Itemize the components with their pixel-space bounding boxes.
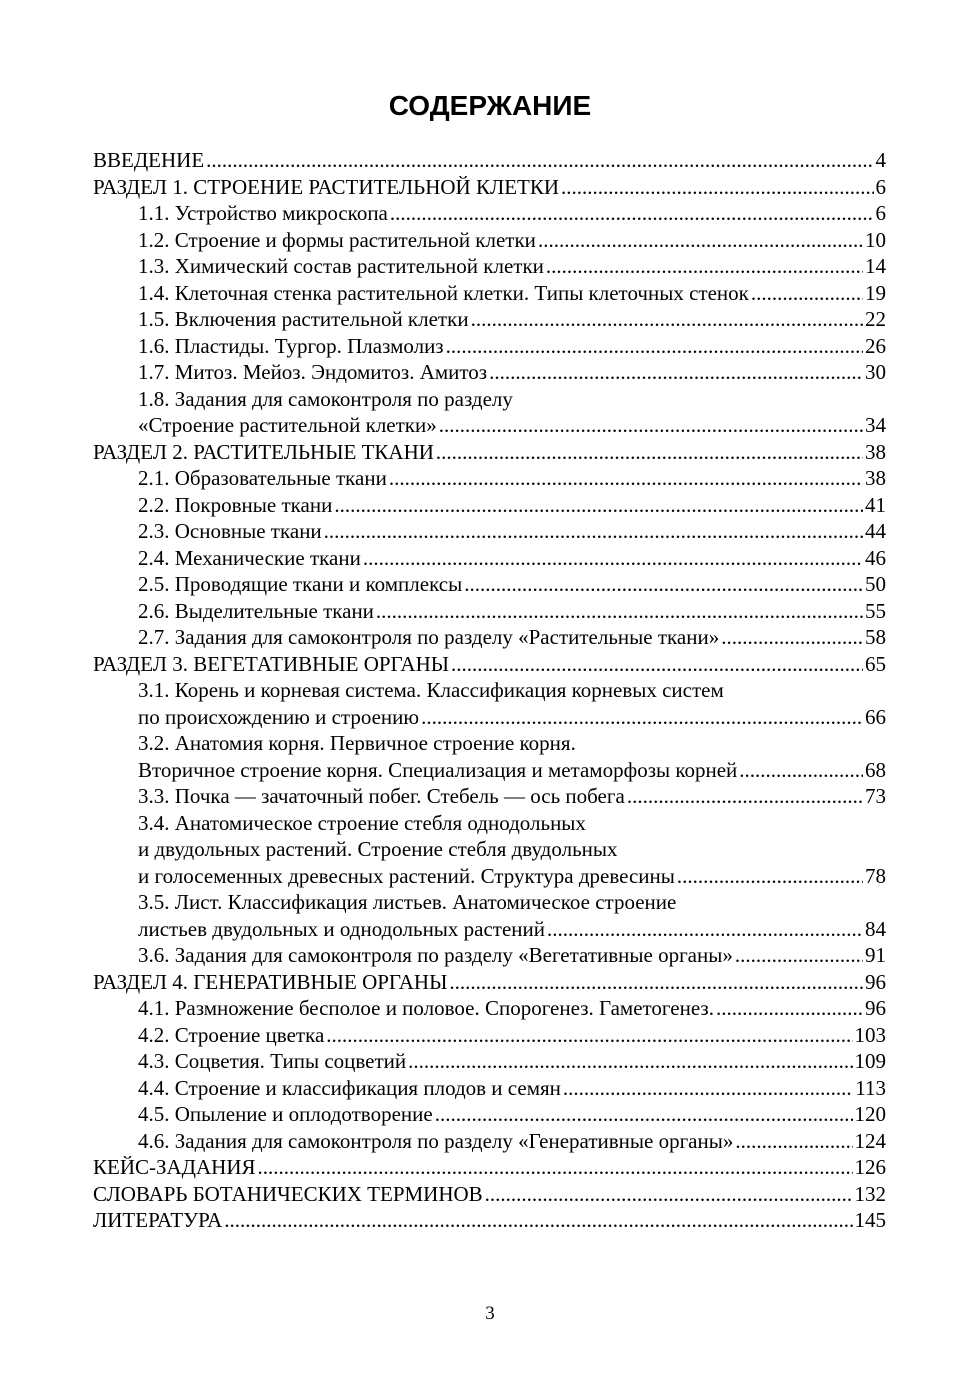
toc-line (138, 227, 886, 254)
toc-page-number: 120 (854, 1102, 886, 1126)
toc-subsection-entry[interactable] (93, 306, 886, 333)
dot-leader (721, 624, 863, 651)
toc-subsection-entry[interactable] (93, 677, 886, 730)
toc-page-number: 38 (865, 466, 886, 490)
dot-leader (224, 1207, 852, 1234)
toc-page-number: 6 (875, 201, 886, 225)
toc-line (138, 995, 886, 1022)
toc-page-number: 103 (854, 1022, 886, 1047)
dot-leader (546, 253, 863, 280)
toc-line (138, 280, 886, 307)
dot-leader (363, 545, 863, 572)
toc-subsection-entry[interactable] (93, 598, 886, 625)
toc-line (93, 651, 886, 678)
toc-entry-title: РАЗДЕЛ 3. ВЕГЕТАТИВНЫЕ ОРГАНЫ (93, 651, 450, 676)
toc-subsection-entry[interactable] (93, 227, 886, 254)
dot-leader (716, 995, 863, 1022)
toc-line (138, 598, 886, 625)
toc-page-number: 78 (865, 863, 886, 888)
toc-page-number: 126 (854, 1155, 886, 1179)
toc-line (138, 1101, 886, 1128)
toc-page-number: 10 (865, 227, 886, 252)
toc-section-entry[interactable] (93, 147, 886, 174)
toc-entry-title: 2.5. Проводящие ткани и комплексы (138, 572, 463, 596)
toc-entry-title: 3.1. Корень и корневая система. Классификация корневых систем (138, 678, 724, 702)
toc-line (93, 147, 886, 174)
toc-entry-title: «Строение растительной клетки» (138, 413, 437, 437)
toc-line (138, 836, 886, 863)
dot-leader (489, 359, 863, 386)
toc-subsection-entry[interactable] (93, 200, 886, 227)
dot-leader (436, 439, 863, 466)
toc-line (138, 412, 886, 439)
toc-page-number: 4 (875, 148, 886, 172)
toc-page-number: 14 (865, 254, 886, 278)
toc-subsection-entry[interactable] (93, 730, 886, 783)
toc-subsection-entry[interactable] (93, 492, 886, 519)
toc-subsection-entry[interactable] (93, 359, 886, 386)
toc-page-number: 38 (865, 439, 886, 464)
dot-leader (561, 174, 873, 201)
toc-entry-title: 2.2. Покровные ткани (138, 492, 333, 517)
toc-subsection-entry[interactable] (93, 1048, 886, 1075)
toc-line (138, 1128, 886, 1155)
toc-entry-title: 4.4. Строение и классификация плодов и семян (138, 1075, 561, 1100)
toc-page-number: 91 (865, 943, 886, 967)
page-title: СОДЕРЖАНИЕ (388, 90, 592, 121)
toc-line (138, 306, 886, 333)
toc-line (138, 916, 886, 943)
toc-entry-title: РАЗДЕЛ 1. СТРОЕНИЕ РАСТИТЕЛЬНОЙ КЛЕТКИ (93, 174, 560, 199)
toc-line (138, 863, 886, 890)
toc-page-number: 50 (865, 572, 886, 596)
toc-entry-title: 2.7. Задания для самоконтроля по разделу «Растительные ткани» (138, 625, 720, 649)
toc-subsection-entry[interactable] (93, 253, 886, 280)
toc-page-number: 84 (865, 916, 886, 941)
toc-page-number: 73 (865, 784, 886, 808)
dot-leader (435, 1101, 853, 1128)
toc-page-number: 132 (854, 1181, 886, 1206)
dot-leader (389, 465, 863, 492)
table-of-contents (93, 147, 886, 1234)
toc-line (138, 1022, 886, 1049)
dot-leader (735, 1128, 852, 1155)
toc-entry-title: 1.6. Пластиды. Тургор. Плазмолиз (138, 333, 444, 358)
toc-line (138, 704, 886, 731)
toc-entry-title: 2.1. Образовательные ткани (138, 466, 387, 490)
dot-leader (485, 1181, 853, 1208)
toc-section-entry[interactable] (93, 174, 886, 201)
toc-subsection-entry[interactable] (93, 465, 886, 492)
toc-line (138, 889, 886, 916)
toc-subsection-entry[interactable] (93, 571, 886, 598)
toc-page-number: 46 (865, 545, 886, 570)
toc-subsection-entry[interactable] (93, 518, 886, 545)
toc-entry-title: Вторичное строение корня. Специализация и метаморфозы корней (138, 757, 738, 782)
toc-line (93, 1154, 886, 1181)
dot-leader (547, 916, 863, 943)
toc-entry-title: 2.6. Выделительные ткани (138, 598, 374, 623)
dot-leader (739, 757, 863, 784)
toc-subsection-entry[interactable] (93, 333, 886, 360)
toc-subsection-entry[interactable] (93, 942, 886, 969)
toc-line (138, 1048, 886, 1075)
dot-leader (324, 518, 863, 545)
toc-section-entry[interactable] (93, 969, 886, 996)
toc-page-number: 55 (865, 598, 886, 623)
toc-page-number: 58 (865, 625, 886, 649)
toc-line (138, 1075, 886, 1102)
toc-subsection-entry[interactable] (93, 624, 886, 651)
toc-entry-title: 1.8. Задания для самоконтроля по разделу (138, 386, 513, 411)
toc-entry-title: РАЗДЕЛ 4. ГЕНЕРАТИВНЫЕ ОРГАНЫ (93, 969, 448, 994)
toc-page-number: 145 (854, 1208, 886, 1232)
toc-page-number: 26 (865, 333, 886, 358)
toc-entry-title: 4.6. Задания для самоконтроля по разделу «Генеративные органы» (138, 1128, 734, 1153)
toc-line (138, 253, 886, 280)
dot-leader (421, 704, 863, 731)
toc-page-number: 44 (865, 519, 886, 543)
toc-subsection-entry[interactable] (93, 995, 886, 1022)
dot-leader (563, 1075, 853, 1102)
dot-leader (258, 1154, 853, 1181)
toc-page-number: 113 (855, 1075, 886, 1100)
toc-line (138, 518, 886, 545)
toc-entry-title: 1.5. Включения растительной клетки (138, 307, 469, 331)
toc-page-number: 96 (865, 996, 886, 1020)
toc-entry-title: 4.3. Соцветия. Типы соцветий (138, 1049, 407, 1073)
toc-entry-title: 4.5. Опыление и оплодотворение (138, 1102, 433, 1126)
toc-page-number: 6 (875, 174, 886, 199)
dot-leader (390, 200, 874, 227)
toc-subsection-entry[interactable] (93, 810, 886, 890)
toc-entry-title: 1.4. Клеточная стенка растительной клетки. Типы клеточных стенок (138, 280, 749, 305)
dot-leader (627, 783, 863, 810)
toc-entry-title: РАЗДЕЛ 2. РАСТИТЕЛЬНЫЕ ТКАНИ (93, 439, 434, 464)
toc-entry-title: 4.2. Строение цветка (138, 1022, 325, 1047)
dot-leader (334, 492, 863, 519)
toc-line (138, 810, 886, 837)
toc-subsection-entry[interactable] (93, 889, 886, 942)
toc-page-number: 19 (865, 280, 886, 305)
toc-page-number: 22 (865, 307, 886, 331)
toc-line (138, 386, 886, 413)
toc-entry-title: СЛОВАРЬ БОТАНИЧЕСКИХ ТЕРМИНОВ (93, 1181, 483, 1206)
toc-line (93, 1181, 886, 1208)
toc-entry-title: 4.1. Размножение бесполое и половое. Спорогенез. Гаметогенез. (138, 996, 714, 1020)
dot-leader (439, 412, 863, 439)
dot-leader (471, 306, 863, 333)
toc-line (138, 545, 886, 572)
dot-leader (449, 969, 863, 996)
toc-subsection-entry[interactable] (93, 1101, 886, 1128)
toc-line (138, 677, 886, 704)
toc-line (138, 492, 886, 519)
toc-line (138, 624, 886, 651)
toc-page-number: 109 (854, 1049, 886, 1073)
dot-leader (376, 598, 863, 625)
toc-entry-title: 3.3. Почка — зачаточный побег. Стебель — ось побега (138, 784, 625, 808)
toc-line (93, 969, 886, 996)
toc-entry-title: 3.5. Лист. Классификация листьев. Анатомическое строение (138, 890, 677, 914)
toc-subsection-entry[interactable] (93, 386, 886, 439)
toc-entry-title: по происхождению и строению (138, 704, 420, 729)
toc-entry-title: и двудольных растений. Строение стебля двудольных (138, 837, 618, 861)
dot-leader (446, 333, 863, 360)
toc-section-entry[interactable] (93, 439, 886, 466)
toc-entry-title: КЕЙС-ЗАДАНИЯ (93, 1155, 256, 1179)
toc-entry-title: 1.1. Устройство микроскопа (138, 201, 388, 225)
toc-section-entry[interactable] (93, 651, 886, 678)
toc-subsection-entry[interactable] (93, 280, 886, 307)
toc-page-number: 34 (865, 413, 886, 437)
toc-subsection-entry[interactable] (93, 783, 886, 810)
toc-subsection-entry[interactable] (93, 1022, 886, 1049)
dot-leader (206, 147, 873, 174)
toc-subsection-entry[interactable] (93, 545, 886, 572)
dot-leader (677, 863, 863, 890)
dot-leader (451, 651, 863, 678)
toc-line (138, 333, 886, 360)
toc-entry-title: листьев двудольных и однодольных растений (138, 916, 546, 941)
toc-line (93, 439, 886, 466)
toc-entry-title: и голосеменных древесных растений. Структура древесины (138, 863, 675, 888)
toc-section-entry[interactable] (93, 1154, 886, 1181)
toc-line (138, 200, 886, 227)
toc-line (138, 783, 886, 810)
toc-line (138, 571, 886, 598)
toc-page-number: 41 (865, 492, 886, 517)
dot-leader (408, 1048, 852, 1075)
toc-line (138, 465, 886, 492)
toc-entry-title: ЛИТЕРАТУРА (93, 1208, 223, 1232)
toc-line (138, 359, 886, 386)
toc-subsection-entry[interactable] (93, 1075, 886, 1102)
toc-line (93, 174, 886, 201)
dot-leader (735, 942, 863, 969)
toc-entry-title: 3.2. Анатомия корня. Первичное строение корня. (138, 731, 576, 755)
dot-leader (751, 280, 863, 307)
toc-line (138, 942, 886, 969)
toc-line (93, 1207, 886, 1234)
dot-leader (538, 227, 863, 254)
toc-entry-title: 3.4. Анатомическое строение стебля однодольных (138, 810, 586, 835)
toc-entry-title: 1.7. Митоз. Мейоз. Эндомитоз. Амитоз (138, 360, 488, 384)
toc-entry-title: 1.3. Химический состав растительной клетки (138, 254, 544, 278)
toc-line (138, 730, 886, 757)
page-number: 3 (485, 1303, 495, 1324)
toc-entry-title: 3.6. Задания для самоконтроля по разделу «Вегетативные органы» (138, 943, 733, 967)
toc-page-number: 68 (865, 757, 886, 782)
toc-page-number: 96 (865, 969, 886, 994)
toc-section-entry[interactable] (93, 1207, 886, 1234)
dot-leader (464, 571, 863, 598)
toc-line (138, 757, 886, 784)
toc-page-number: 65 (865, 651, 886, 676)
toc-subsection-entry[interactable] (93, 1128, 886, 1155)
toc-entry-title: ВВЕДЕНИЕ (93, 148, 205, 172)
toc-page-number: 124 (854, 1128, 886, 1153)
toc-page-number: 66 (865, 704, 886, 729)
toc-entry-title: 2.4. Механические ткани (138, 545, 361, 570)
dot-leader (326, 1022, 852, 1049)
toc-entry-title: 2.3. Основные ткани (138, 519, 322, 543)
toc-section-entry[interactable] (93, 1181, 886, 1208)
toc-entry-title: 1.2. Строение и формы растительной клетки (138, 227, 536, 252)
toc-page-number: 30 (865, 360, 886, 384)
